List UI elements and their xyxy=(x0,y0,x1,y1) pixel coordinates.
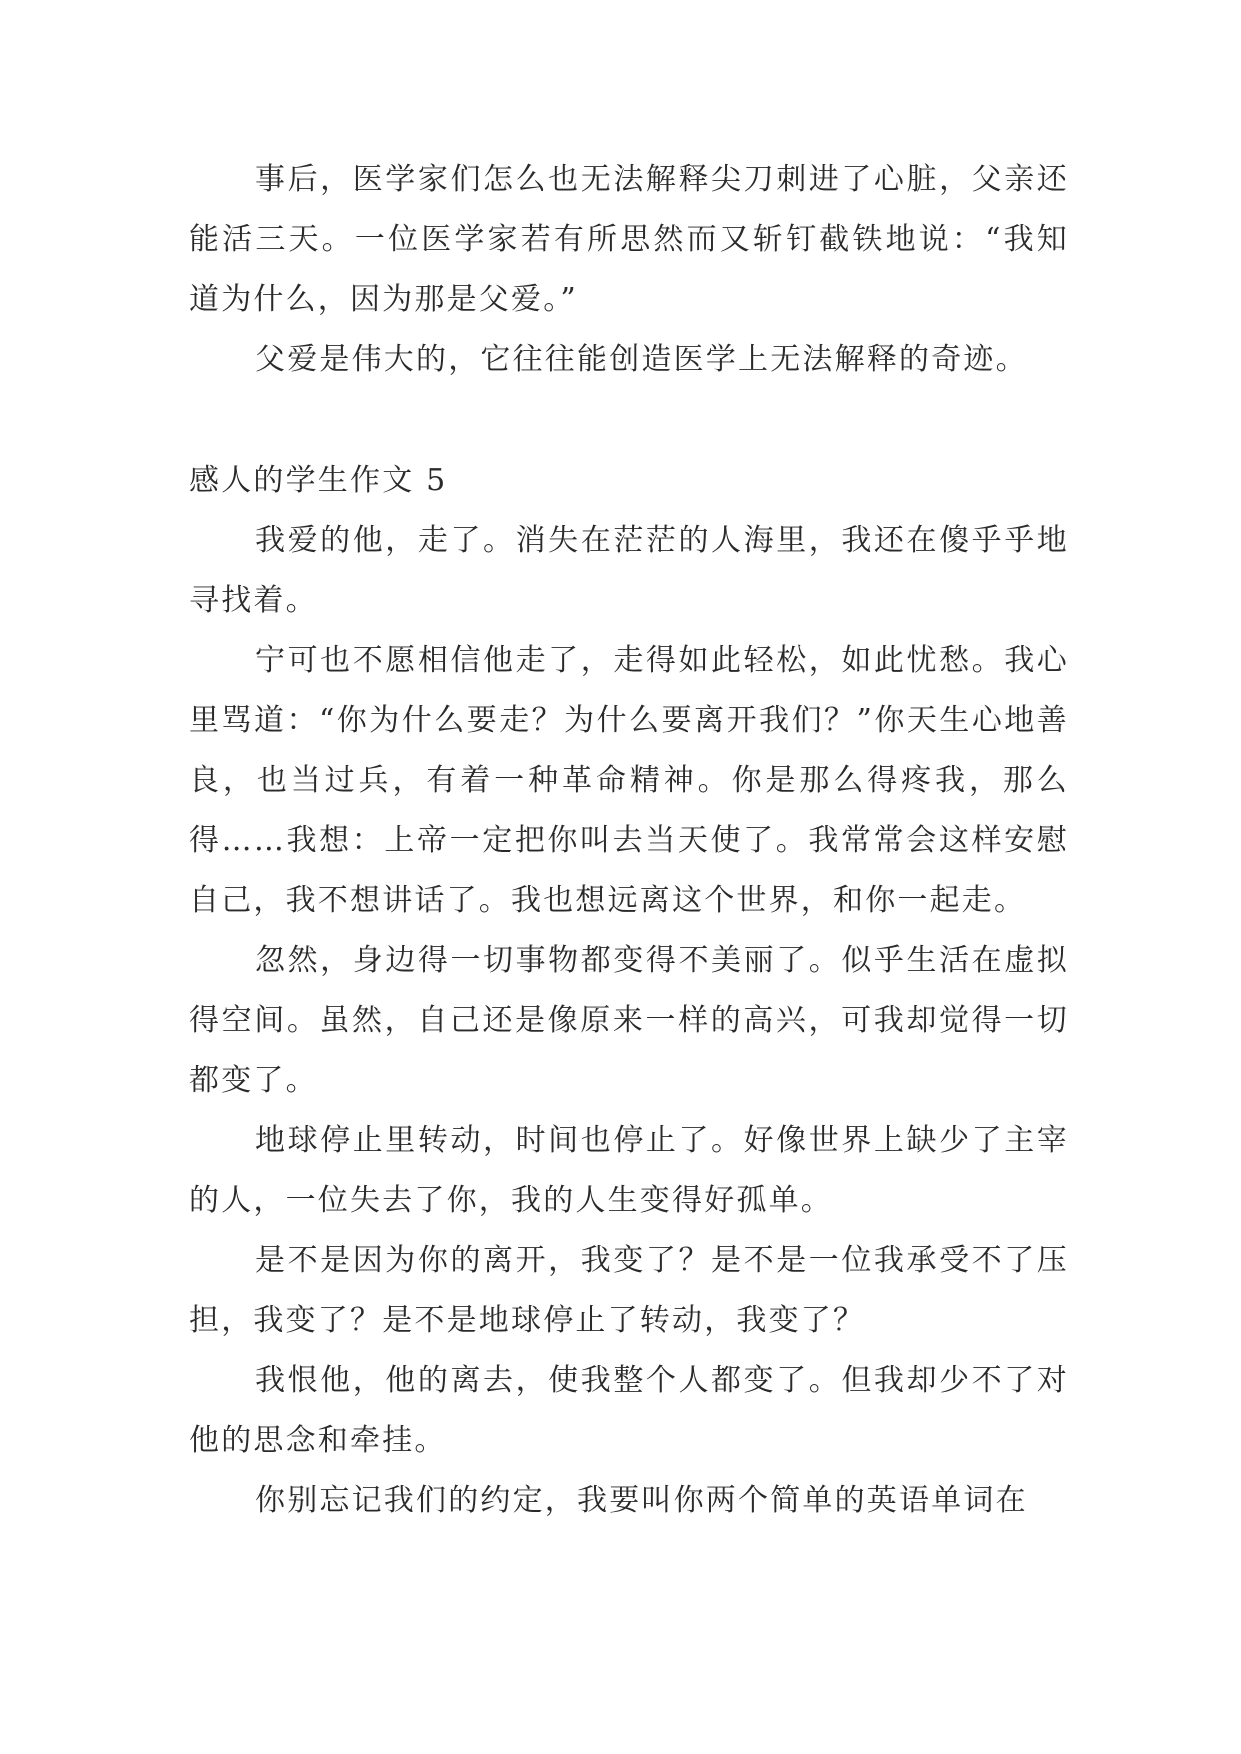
paragraph: 忽然，身边得一切事物都变得不美丽了。似乎生活在虚拟得空间。虽然，自己还是像原来一样的高兴，可我却觉得一切都变了。 xyxy=(189,943,1069,1098)
paragraph: 地球停止里转动，时间也停止了。好像世界上缺少了主宰的人，一位失去了你，我的人生变得好孤单。 xyxy=(189,1123,1069,1218)
document-body xyxy=(189,150,1069,1531)
paragraph: 事后，医学家们怎么也无法解释尖刀刺进了心脏，父亲还能活三天。一位医学家若有所思然而又斩钉截铁地说：“我知道为什么，因为那是父爱。” xyxy=(189,162,1069,317)
paragraph: 宁可也不愿相信他走了，走得如此轻松，如此忧愁。我心里骂道：“你为什么要走？为什么要离开我们？”你天生心地善良，也当过兵，有着一种革命精神。你是那么得疼我，那么得……我想：上帝一定把你叫去当天使了。我常常会这样安慰自己，我不想讲话了。我也想远离这个世界，和你一起走。 xyxy=(189,643,1069,918)
paragraph: 是不是因为你的离开，我变了？是不是一位我承受不了压担，我变了？是不是地球停止了转动，我变了？ xyxy=(189,1243,1069,1338)
paragraph: 你别忘记我们的约定，我要叫你两个简单的英语单词在 xyxy=(255,1483,1028,1518)
paragraph: 我恨他，他的离去，使我整个人都变了。但我却少不了对他的思念和牵挂。 xyxy=(189,1363,1069,1458)
paragraph: 父爱是伟大的，它往往能创造医学上无法解释的奇迹。 xyxy=(255,342,1028,377)
section-title: 感人的学生作文 5 xyxy=(189,463,448,498)
paragraph: 我爱的他，走了。消失在茫茫的人海里，我还在傻乎乎地寻找着。 xyxy=(189,523,1069,618)
